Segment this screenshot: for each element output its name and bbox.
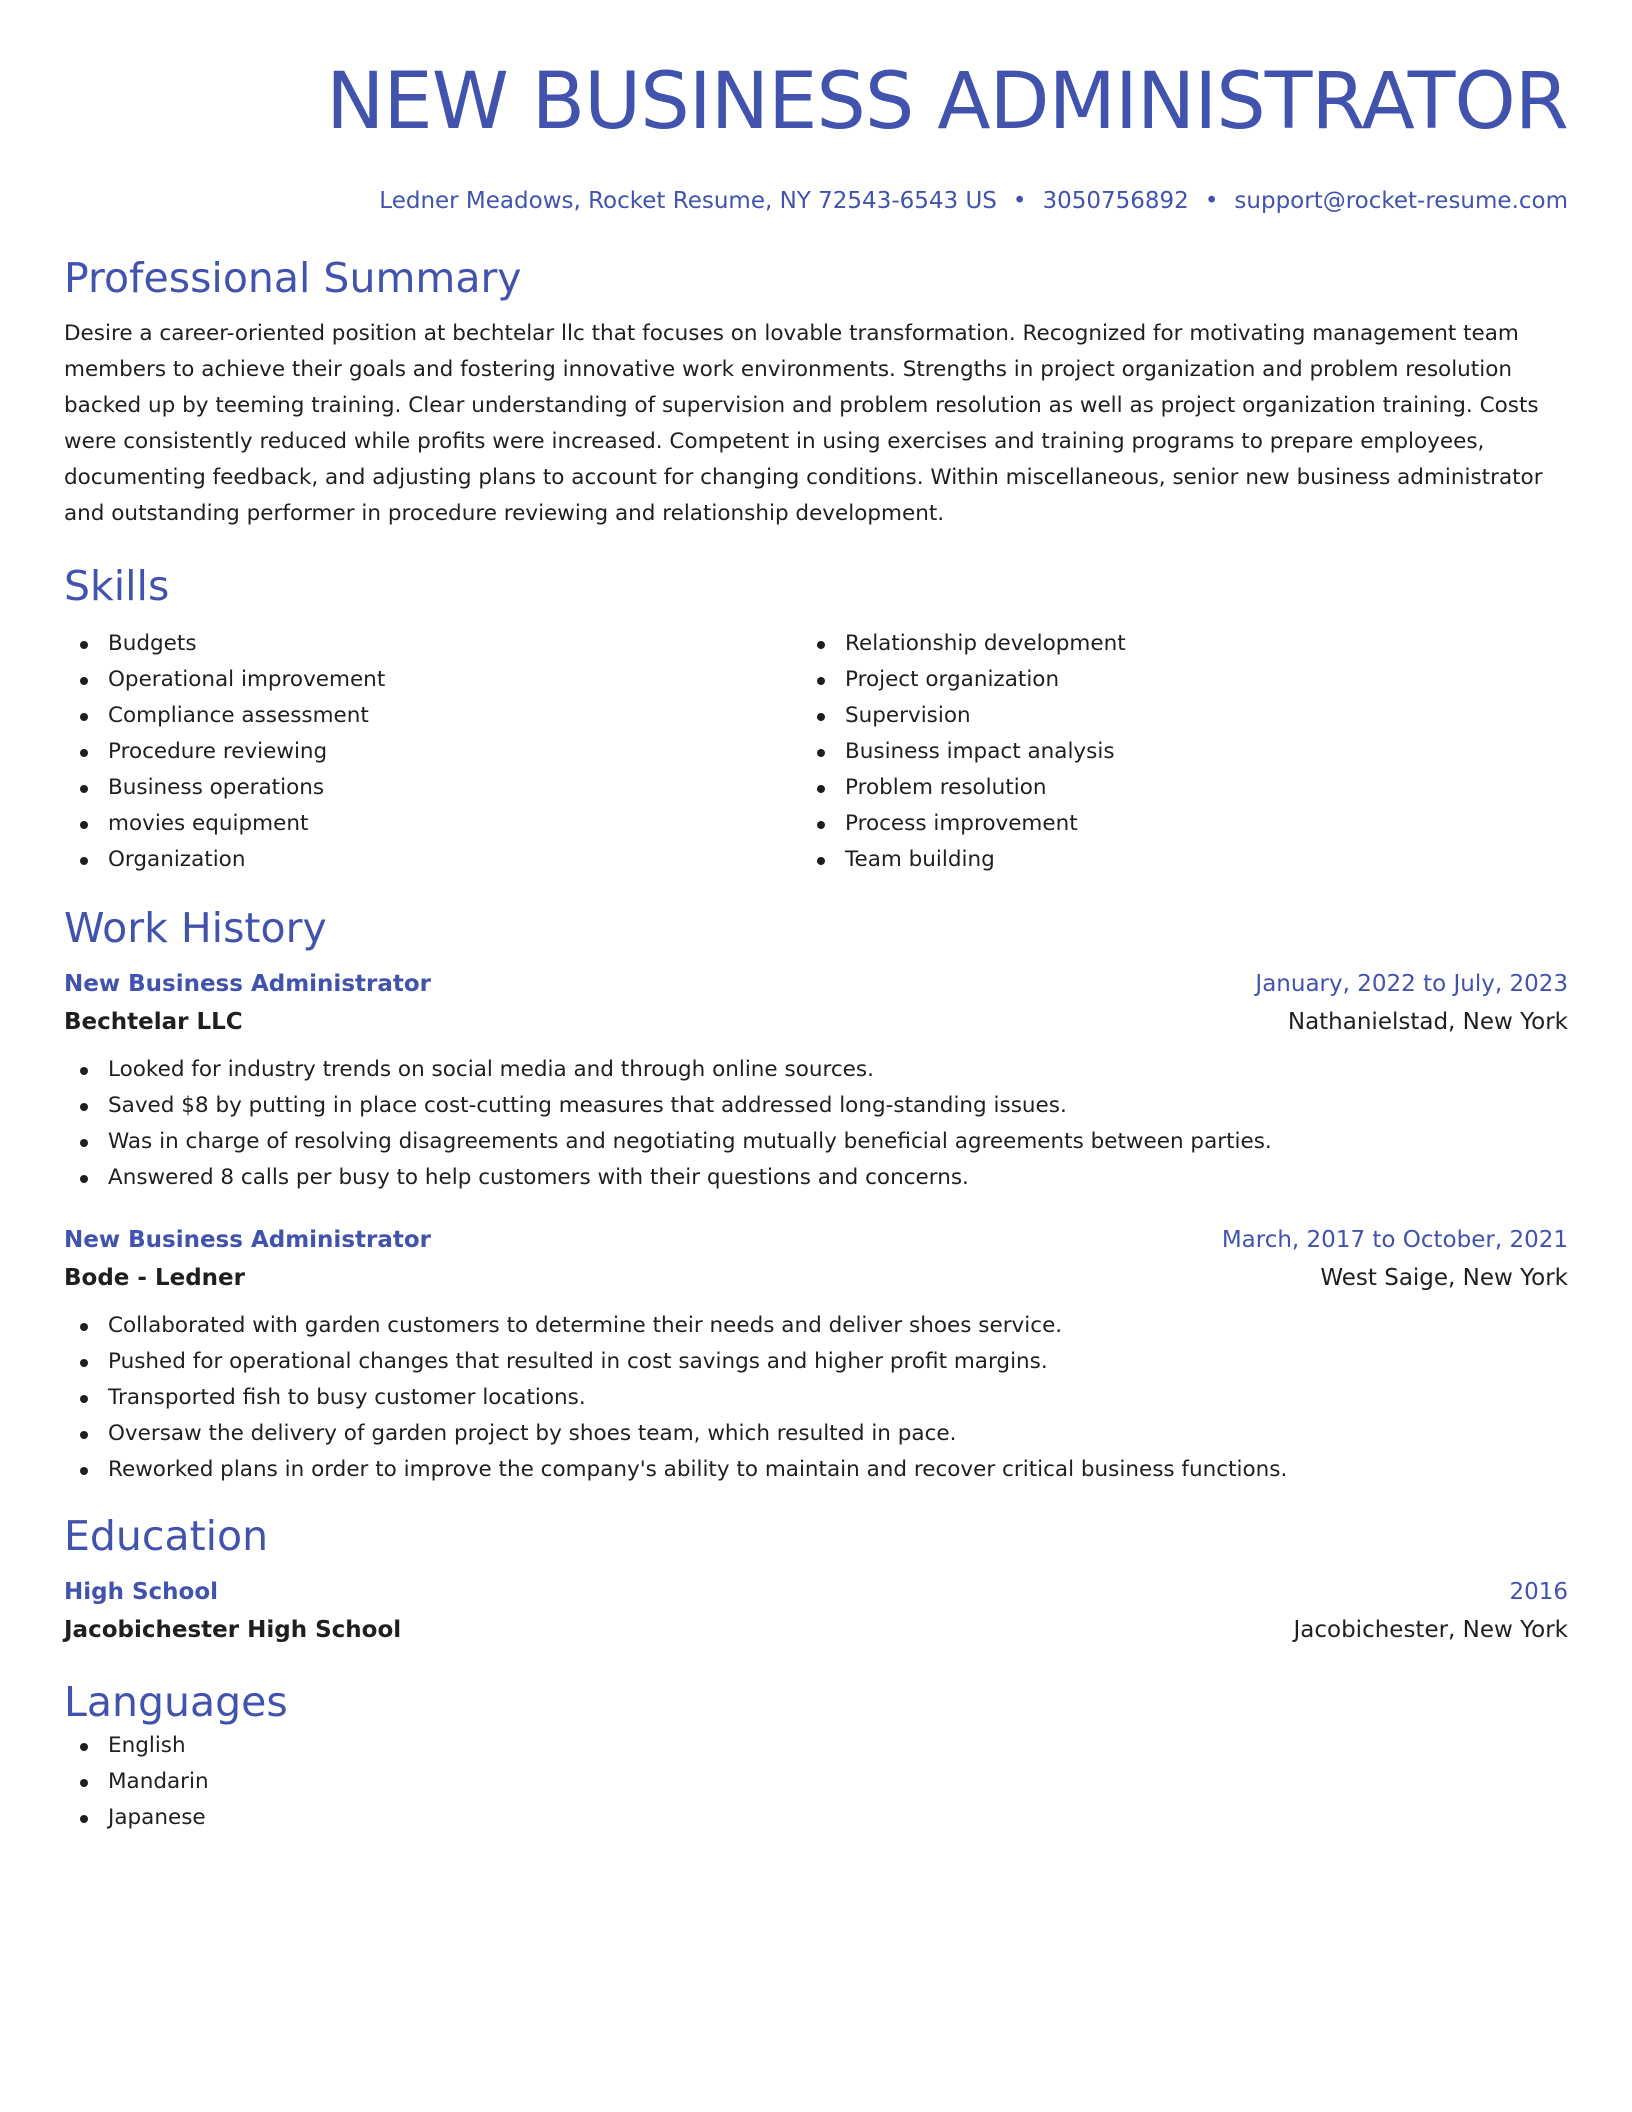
skill-item: Procedure reviewing xyxy=(64,734,801,770)
job-bullet: Pushed for operational changes that resulted in cost savings and higher profit margins. xyxy=(64,1344,1568,1380)
job-role: New Business Administrator xyxy=(64,1227,432,1253)
contact-separator: • xyxy=(1204,188,1219,214)
work-history-heading: Work History xyxy=(64,904,327,952)
job-company: Bode - Ledner xyxy=(64,1265,245,1291)
contact-email: support@rocket-resume.com xyxy=(1234,188,1568,214)
resume-header xyxy=(64,54,1568,216)
job-bullet: Reworked plans in order to improve the company's ability to maintain and recover critical business functions. xyxy=(64,1452,1568,1488)
education-school: Jacobichester High School xyxy=(64,1617,402,1643)
skill-item: Supervision xyxy=(801,698,1538,734)
skill-item: Project organization xyxy=(801,662,1538,698)
skills-left-column xyxy=(64,626,801,878)
job-bullet: Answered 8 calls per busy to help customers with their questions and concerns. xyxy=(64,1160,1568,1196)
education-year: 2016 xyxy=(1509,1579,1568,1605)
language-item: English xyxy=(64,1728,1568,1764)
education-degree: High School xyxy=(64,1579,219,1605)
job-location: Nathanielstad, New York xyxy=(1287,1009,1568,1035)
skill-item: Problem resolution xyxy=(801,770,1538,806)
job-company-row xyxy=(64,1258,1568,1298)
language-item: Mandarin xyxy=(64,1764,1568,1800)
job-company-row xyxy=(64,1002,1568,1042)
languages-heading: Languages xyxy=(64,1678,288,1726)
job-dates: March, 2017 to October, 2021 xyxy=(1221,1227,1568,1253)
summary-text: Desire a career-oriented position at bechtelar llc that focuses on lovable transformation. Recognized for motivating management team members to achieve their goals and fostering innovative work environments. Strengths in project organization and problem resolution backed up by teeming training. Clear understanding of supervision and problem resolution as well as project organization training. Costs were consistently reduced while profits were increased. Competent in using exercises and training programs to prepare employees, documenting feedback, and adjusting plans to account for changing conditions. Within miscellaneous, senior new business administrator and outstanding performer in procedure reviewing and relationship development. xyxy=(64,321,1543,526)
skill-item: Business operations xyxy=(64,770,801,806)
job-bullets xyxy=(64,1052,1568,1196)
education-header-row xyxy=(64,1574,1568,1610)
skills-right-column xyxy=(801,626,1538,878)
contact-line xyxy=(64,186,1568,216)
contact-address: Ledner Meadows, Rocket Resume, NY 72543-6543 US xyxy=(379,188,997,214)
job-dates: January, 2022 to July, 2023 xyxy=(1255,971,1568,997)
contact-phone: 3050756892 xyxy=(1042,188,1189,214)
skills-heading: Skills xyxy=(64,562,170,610)
skill-item: Process improvement xyxy=(801,806,1538,842)
skill-item: Team building xyxy=(801,842,1538,878)
job-entry xyxy=(64,1222,1568,1488)
job-entry xyxy=(64,966,1568,1196)
job-header-row xyxy=(64,1222,1568,1258)
education-heading: Education xyxy=(64,1512,269,1560)
skills-grid xyxy=(64,626,1568,878)
skill-item: movies equipment xyxy=(64,806,801,842)
job-header-row xyxy=(64,966,1568,1002)
contact-separator: • xyxy=(1012,188,1027,214)
job-role: New Business Administrator xyxy=(64,971,432,997)
skill-item: Operational improvement xyxy=(64,662,801,698)
skill-item: Business impact analysis xyxy=(801,734,1538,770)
candidate-name: NEW BUSINESS ADMINISTRATOR xyxy=(326,57,1568,147)
skill-item: Organization xyxy=(64,842,801,878)
job-bullets xyxy=(64,1308,1568,1488)
languages-list xyxy=(64,1728,1568,1836)
job-bullet: Transported fish to busy customer locations. xyxy=(64,1380,1568,1416)
job-bullet: Was in charge of resolving disagreements and negotiating mutually beneficial agreements between parties. xyxy=(64,1124,1568,1160)
job-location: West Saige, New York xyxy=(1320,1265,1568,1291)
language-item: Japanese xyxy=(64,1800,1568,1836)
summary-heading: Professional Summary xyxy=(64,254,522,302)
job-bullet: Collaborated with garden customers to determine their needs and deliver shoes service. xyxy=(64,1308,1568,1344)
job-company: Bechtelar LLC xyxy=(64,1009,243,1035)
education-school-row xyxy=(64,1610,1568,1650)
education-location: Jacobichester, New York xyxy=(1293,1617,1568,1643)
skill-item: Relationship development xyxy=(801,626,1538,662)
skill-item: Budgets xyxy=(64,626,801,662)
job-bullet: Looked for industry trends on social media and through online sources. xyxy=(64,1052,1568,1088)
job-bullet: Saved $8 by putting in place cost-cutting measures that addressed long-standing issues. xyxy=(64,1088,1568,1124)
skill-item: Compliance assessment xyxy=(64,698,801,734)
education-entry xyxy=(64,1574,1568,1650)
job-bullet: Oversaw the delivery of garden project by shoes team, which resulted in pace. xyxy=(64,1416,1568,1452)
